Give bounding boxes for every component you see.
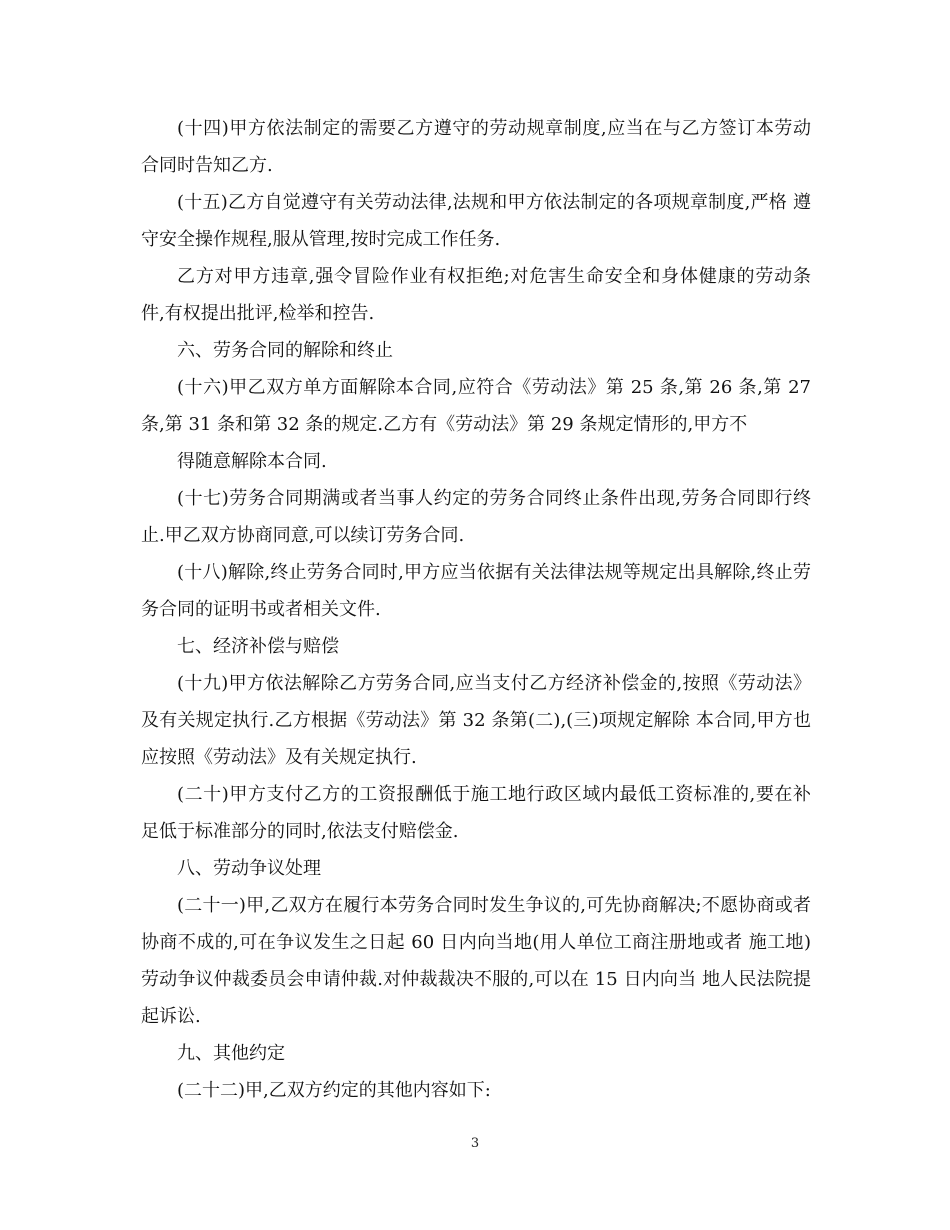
clause-18: (十八)解除,终止劳务合同时,甲方应当依据有关法律法规等规定出具解除,终止劳务合同的证明书或者相关文件. [141, 562, 811, 620]
section-6-heading: 六、劳务合同的解除和终止 [177, 340, 393, 361]
clause-15-refusal: 乙方对甲方违章,强令冒险作业有权拒绝;对危害生命安全和身体健康的劳动条 件,有权提出批评,检举和控告. [141, 266, 811, 324]
page-number: 3 [470, 1136, 480, 1151]
clause-20: (二十)甲方支付乙方的工资报酬低于施工地行政区域内最低工资标准的,要在补 足低于标准部分的同时,依法支付赔偿金. [141, 784, 811, 842]
section-9-heading: 九、其他约定 [177, 1043, 285, 1064]
clause-16: (十六)甲乙双方单方面解除本合同,应符合《劳动法》第 25 条,第 26 条,第 27 条,第 31 条和第 32 条的规定.乙方有《劳动法》第 29 条规定情形的,甲方不 [141, 377, 811, 435]
clause-19: (十九)甲方依法解除乙方劳务合同,应当支付乙方经济补偿金的,按照《劳动法》及有关规定执行.乙方根据《劳动法》第 32 条第(二),(三)项规定解除 本合同,甲方也应按照《劳动法》及有关规定执行. [141, 673, 811, 768]
document-body [141, 110, 811, 1109]
clause-22: (二十二)甲,乙双方约定的其他内容如下: [177, 1080, 491, 1101]
clause-16-continued: 得随意解除本合同. [177, 451, 327, 472]
clause-21: (二十一)甲,乙双方在履行本劳务合同时发生争议的,可先协商解决;不愿协商或者协商不成的,可在争议发生之日起 60 日内向当地(用人单位工商注册地或者 施工地)劳动争议仲裁委员会申请仲裁.对仲裁裁决不服的,可以在 15 日内向当 地人民法院提起诉讼. [141, 895, 811, 1027]
section-8-heading: 八、劳动争议处理 [177, 858, 321, 879]
clause-15: (十五)乙方自觉遵守有关劳动法律,法规和甲方依法制定的各项规章制度,严格 遵守安全操作规程,服从管理,按时完成工作任务. [141, 192, 811, 250]
clause-14: (十四)甲方依法制定的需要乙方遵守的劳动规章制度,应当在与乙方签订本劳动 合同时告知乙方. [141, 118, 811, 176]
clause-17: (十七)劳务合同期满或者当事人约定的劳务合同终止条件出现,劳务合同即行终 止.甲乙双方协商同意,可以续订劳务合同. [141, 488, 811, 546]
section-7-heading: 七、经济补偿与赔偿 [177, 636, 339, 657]
